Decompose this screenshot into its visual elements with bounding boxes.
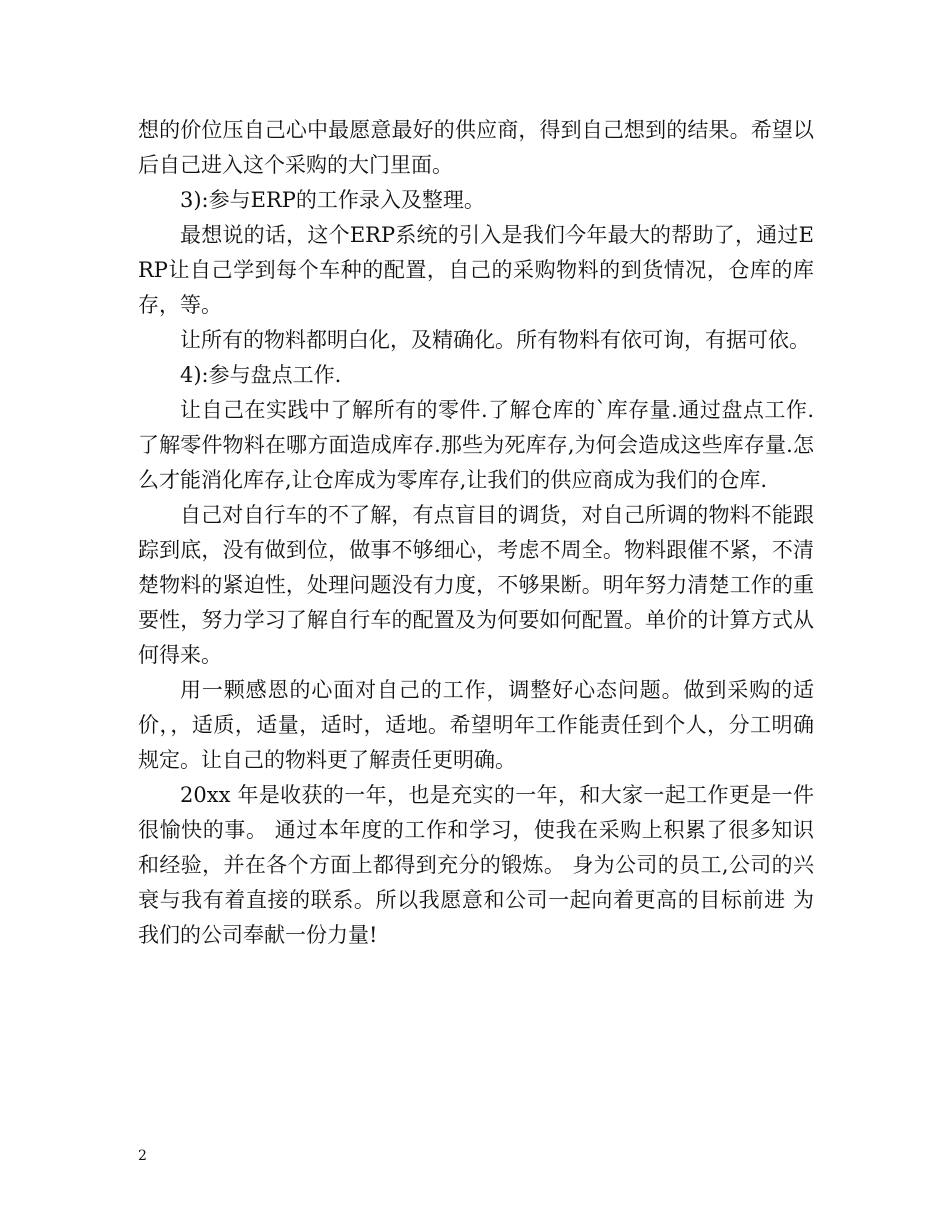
paragraph-year-summary: 20xx 年是收获的一年，也是充实的一年，和大家一起工作更是一件很愉快的事。 通过本年度的工作和学习，使我在采购上积累了很多知识和经验，并在各个方面上都得到充分的锻炼。 身为公司的员工,公司的兴衰与我有着直接的联系。所以我愿意和公司一起向着更高的目标前进 为我们的公司奉献一份力量! [138,783,814,947]
paragraph-shortcomings: 自己对自行车的不了解，有点盲目的调货，对自己所调的物料不能跟踪到底，没有做到位，做事不够细心，考虑不周全。物料跟催不紧，不清楚物料的紧迫性，处理问题没有力度，不够果断。明年努力清楚工作的重要性，努力学习了解自行车的配置及为何要如何配置。单价的计算方式从何得来。 [138,503,814,667]
paragraph-materials-clarity: 让所有的物料都明白化，及精确化。所有物料有依可询，有据可依。 [180,328,810,352]
paragraph-continuation: 想的价位压自己心中最愿意最好的供应商，得到自己想到的结果。希望以后自己进入这个采购的大门里面。 [138,118,814,177]
paragraph-inventory-detail: 让自己在实践中了解所有的零件.了解仓库的`库存量.通过盘点工作.了解零件物料在哪方面造成库存.那些为死库存,为何会造成这些库存量.怎么才能消化库存,让仓库成为零库存,让我们的供应商成为我们的仓库. [138,398,814,492]
document-body [138,113,814,953]
paragraph-inventory-heading: 4):参与盘点工作. [180,363,342,387]
paragraph-gratitude: 用一颗感恩的心面对自己的工作，调整好心态问题。做到采购的适价，，适质，适量，适时，适地。希望明年工作能责任到个人，分工明确规定。让自己的物料更了解责任更明确。 [138,678,814,772]
page-number: 2 [138,1148,147,1164]
paragraph-erp-heading: 3):参与ERP的工作录入及整理。 [180,188,485,212]
paragraph-erp-benefit: 最想说的话，这个ERP系统的引入是我们今年最大的帮助了，通过ERP让自己学到每个车种的配置，自己的采购物料的到货情况，仓库的库存，等。 [138,223,814,317]
